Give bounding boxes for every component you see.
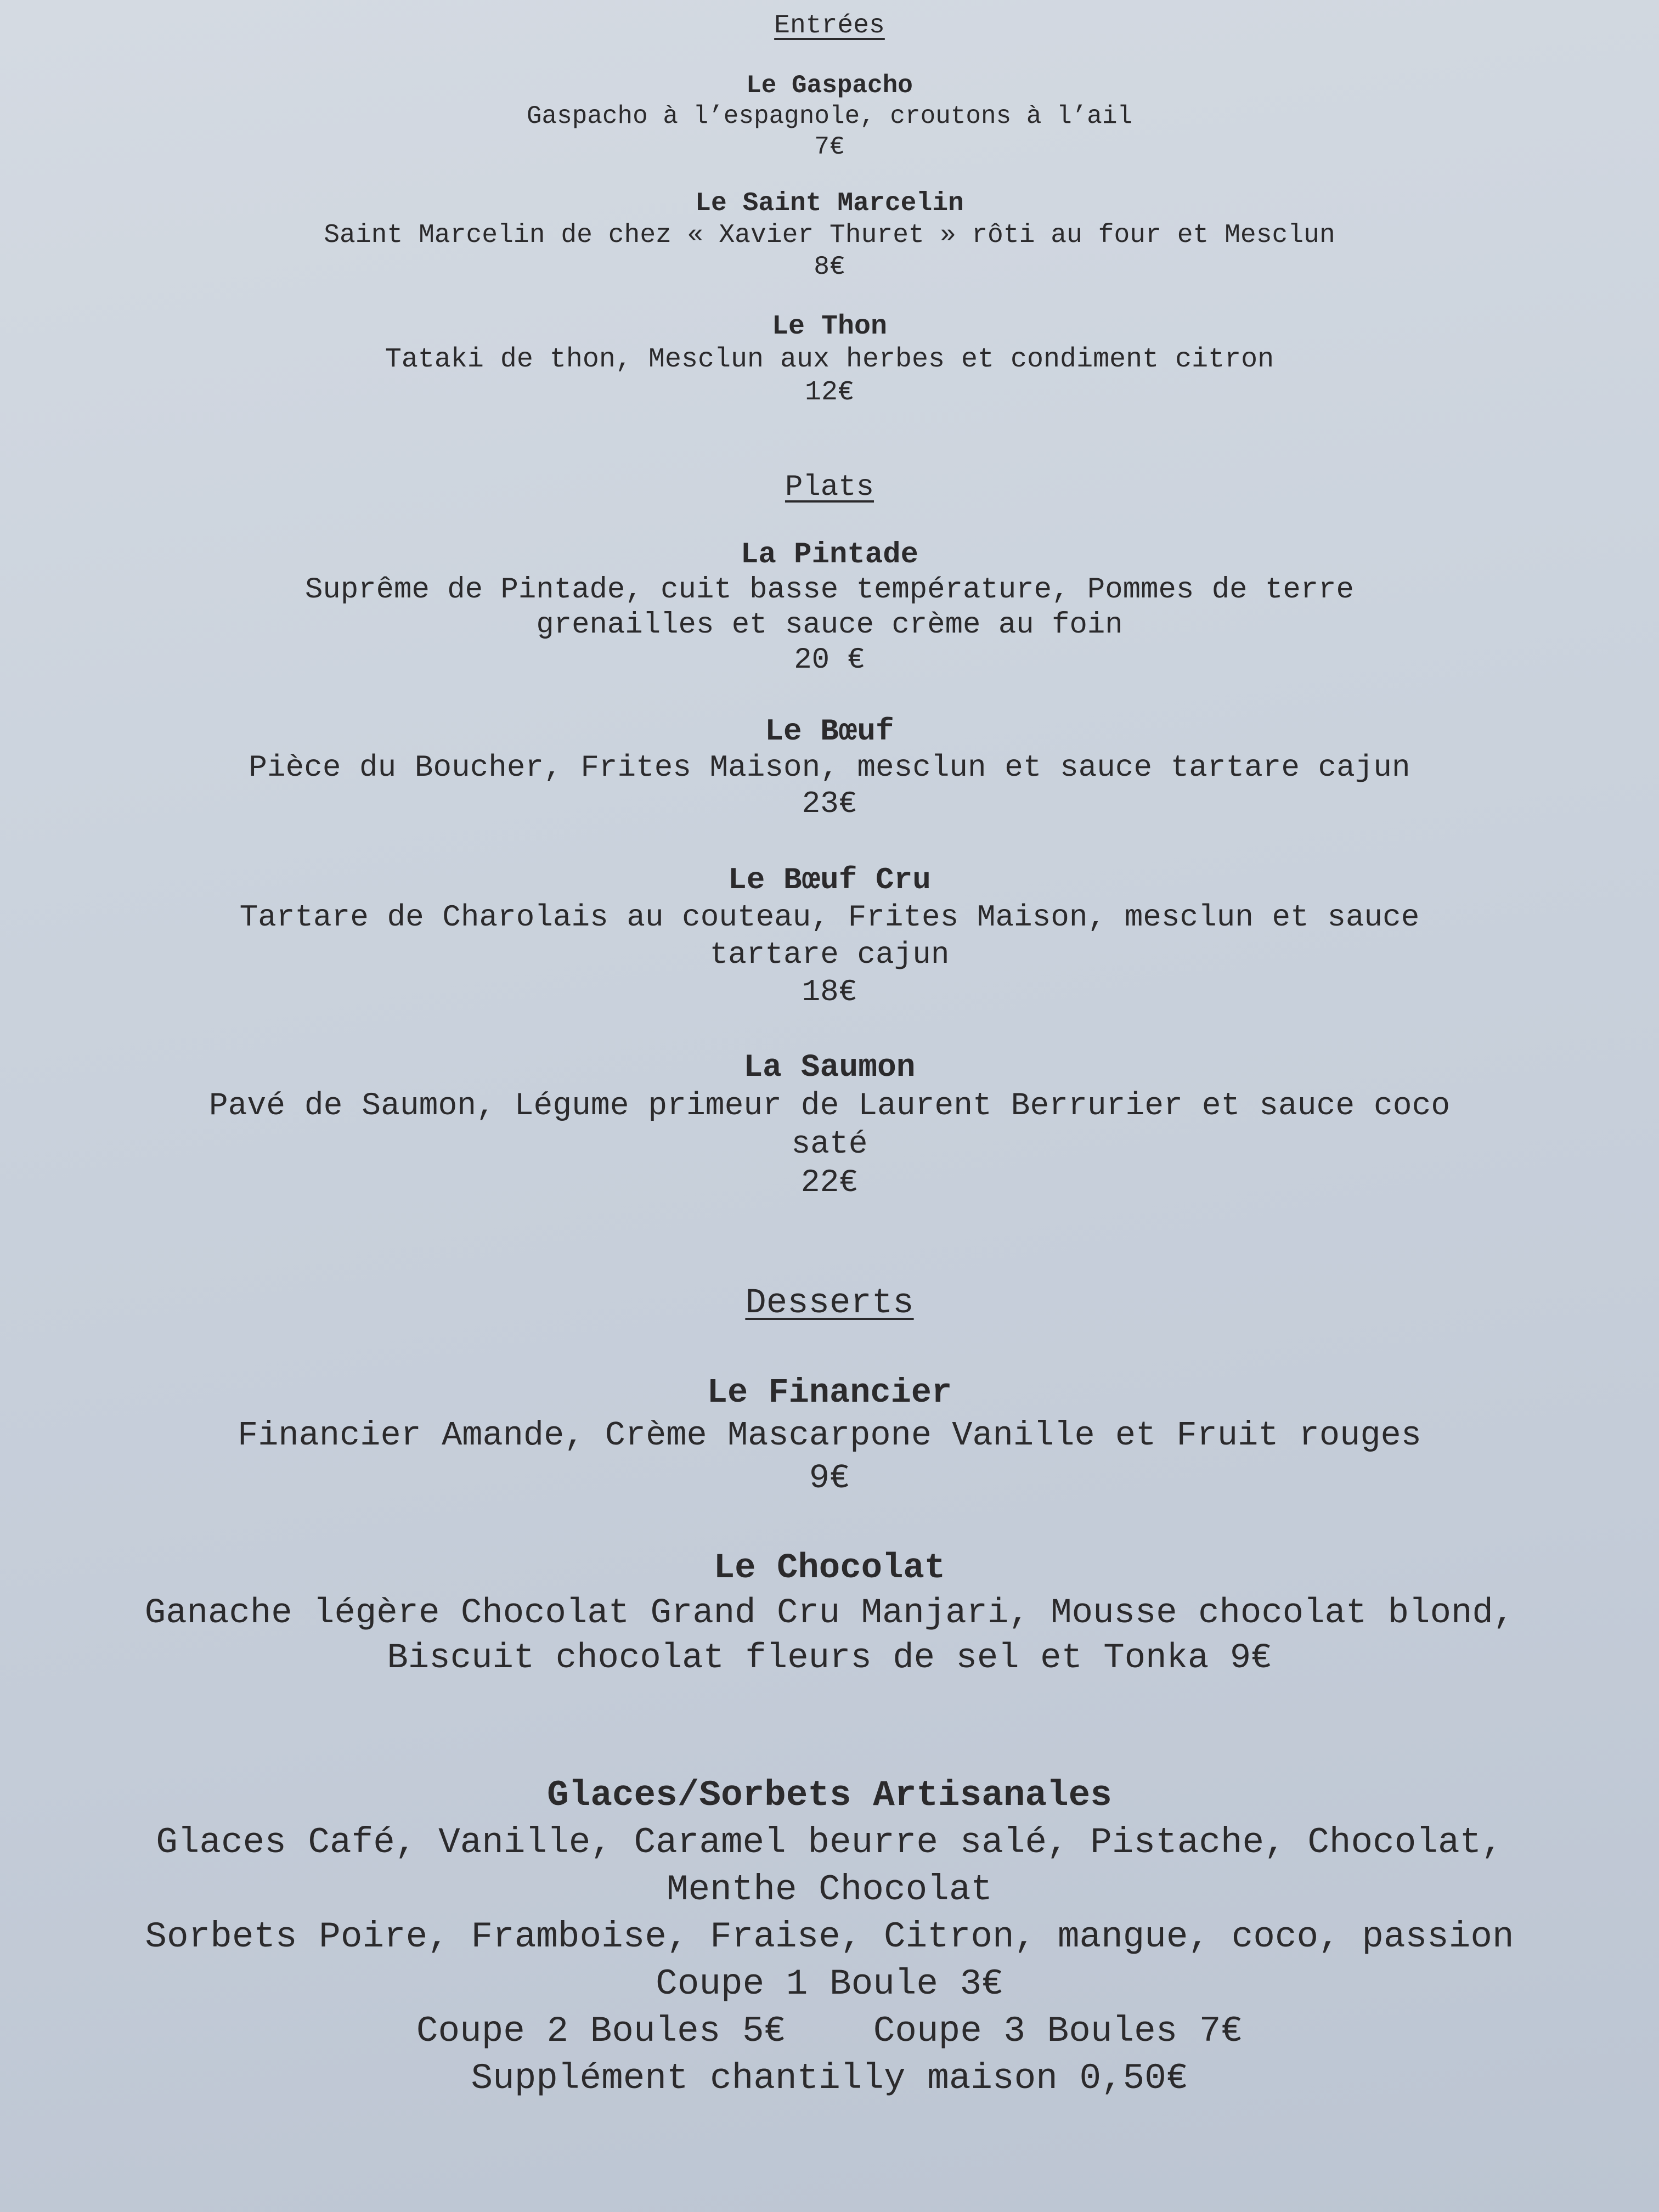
dish-name: Le Chocolat — [713, 1549, 946, 1588]
dish-name: Le Gaspacho — [746, 71, 913, 100]
section-title-desserts-label: Desserts — [745, 1284, 914, 1323]
dish-saint-marcelin — [0, 188, 1659, 283]
dish-description: Gaspacho à l’espagnole, croutons à l’ail — [526, 102, 1133, 131]
dish-description-line: Biscuit chocolat fleurs de sel et Tonka 9€ — [387, 1639, 1272, 1678]
dish-price: 23€ — [802, 786, 857, 821]
dish-chocolat — [0, 1546, 1659, 1681]
dish-name: La Pintade — [740, 538, 919, 572]
coupe-2-price: Coupe 2 Boules 5€ — [416, 2011, 786, 2052]
dish-description: Pièce du Boucher, Frites Maison, mesclun et sauce tartare cajun — [249, 750, 1410, 785]
dish-price: 9€ — [809, 1459, 850, 1498]
dish-description: Tataki de thon, Mesclun aux herbes et condiment citron — [385, 344, 1274, 375]
dish-price: 18€ — [802, 974, 857, 1009]
dish-price: 12€ — [804, 377, 854, 408]
dish-name: La Saumon — [743, 1050, 916, 1086]
section-title-plats-label: Plats — [785, 471, 874, 504]
dish-description-line: Tartare de Charolais au couteau, Frites Maison, mesclun et sauce — [239, 900, 1420, 935]
section-title-plats — [0, 471, 1659, 504]
dish-boeuf-cru — [0, 861, 1659, 1011]
dish-thon — [0, 311, 1659, 409]
dish-name: Le Saint Marcelin — [695, 189, 964, 218]
glaces-flavors-line: Glaces Café, Vanille, Caramel beurre salé, Pistache, Chocolat, — [156, 1822, 1503, 1863]
dish-glaces-sorbets — [0, 1772, 1659, 2102]
supplement-price: Supplément chantilly maison 0,50€ — [471, 2058, 1188, 2099]
glaces-flavors-line: Menthe Chocolat — [666, 1869, 993, 1910]
section-title-entrees — [0, 11, 1659, 41]
dish-financier — [0, 1372, 1659, 1500]
coupe-3-price: Coupe 3 Boules 7€ — [873, 2011, 1243, 2052]
section-title-entrees-label: Entrées — [774, 11, 885, 41]
dish-price: 8€ — [814, 252, 845, 282]
dish-description: Financier Amande, Crème Mascarpone Vanille et Fruit rouges — [238, 1416, 1421, 1455]
dish-boeuf — [0, 713, 1659, 822]
dish-description-line: Pavé de Saumon, Légume primeur de Laurent Berrurier et sauce coco — [208, 1088, 1451, 1124]
dish-name: Glaces/Sorbets Artisanales — [547, 1775, 1112, 1816]
dish-name: Le Bœuf Cru — [728, 862, 931, 898]
dish-price: 22€ — [800, 1165, 859, 1201]
dish-price: 20 € — [794, 644, 865, 677]
sorbets-flavors-line: Sorbets Poire, Framboise, Fraise, Citron, mangue, coco, passion — [145, 1916, 1514, 1957]
dish-name: Le Thon — [771, 311, 888, 342]
coupe-prices-row — [0, 2008, 1659, 2055]
dish-description-line: saté — [791, 1127, 868, 1163]
dish-name: Le Financier — [707, 1373, 952, 1412]
dish-price: 7€ — [814, 133, 845, 161]
dish-saumon — [0, 1049, 1659, 1203]
dish-description-line: Suprême de Pintade, cuit basse température, Pommes de terre — [305, 573, 1354, 607]
section-title-desserts — [0, 1284, 1659, 1323]
dish-description-line: grenailles et sauce crème au foin — [536, 608, 1123, 642]
dish-pintade — [0, 538, 1659, 678]
dish-description: Saint Marcelin de chez « Xavier Thuret » rôti au four et Mesclun — [324, 221, 1335, 250]
dish-description-line: Ganache légère Chocolat Grand Cru Manjari, Mousse chocolat blond, — [144, 1594, 1515, 1633]
dish-gaspacho — [0, 70, 1659, 162]
coupe-1-price: Coupe 1 Boule 3€ — [656, 1963, 1003, 2005]
dish-description-line: tartare cajun — [709, 937, 950, 972]
dish-name: Le Bœuf — [765, 714, 894, 749]
